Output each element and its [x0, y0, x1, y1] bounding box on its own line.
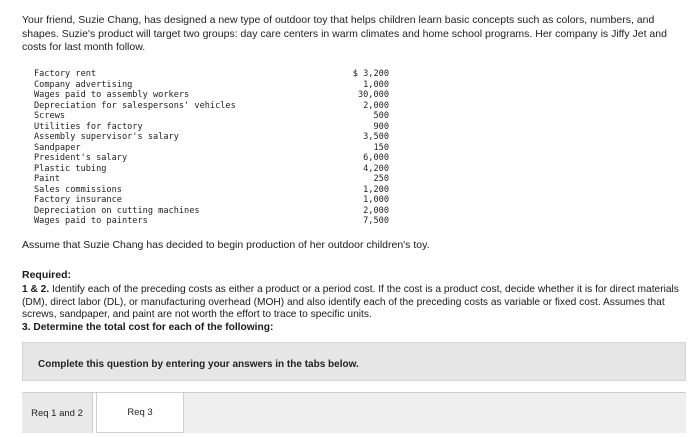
cost-label: Assembly supervisor's salary [34, 132, 179, 142]
cost-row [34, 111, 389, 122]
requirement-1-2-number: 1 & 2. [22, 284, 50, 295]
cost-amount: $ 3,200 [352, 69, 389, 79]
cost-row [34, 122, 389, 133]
tab-req-1-and-2[interactable]: Req 1 and 2 [22, 393, 93, 433]
cost-label: Company advertising [34, 79, 133, 90]
cost-amount: 1,000 [363, 195, 389, 205]
cost-amount: 6,000 [363, 153, 389, 163]
requirement-3-text: Determine the total cost for each of the following: [33, 322, 274, 333]
tab-strip-background [184, 393, 686, 433]
requirement-3-number: 3. [22, 322, 31, 333]
cost-row [34, 69, 389, 80]
assumption-text: Assume that Suzie Chang has decided to begin production of her outdoor children's toy. [22, 239, 430, 251]
cost-label: Utilities for factory [34, 121, 143, 132]
cost-amount: 1,000 [363, 79, 389, 90]
cost-row [34, 80, 389, 91]
cost-label: Wages paid to painters [34, 216, 148, 226]
cost-row [34, 153, 389, 164]
cost-label: Factory rent [34, 69, 97, 79]
cost-amount: 4,200 [363, 163, 389, 174]
cost-label: Plastic tubing [34, 163, 107, 174]
cost-row [34, 101, 389, 112]
cost-label: Wages paid to assembly workers [34, 90, 190, 100]
cost-amount: 7,500 [363, 216, 389, 226]
cost-label: Screws [34, 111, 66, 121]
cost-amount: 2,000 [363, 205, 389, 216]
cost-label: Depreciation for salespersons' vehicles [34, 100, 236, 111]
cost-row [34, 143, 389, 154]
cost-label: Sales commissions [34, 184, 122, 195]
cost-amount: 30,000 [357, 90, 389, 100]
cost-row [34, 164, 389, 175]
cost-row [34, 185, 389, 196]
cost-amount: 1,200 [363, 184, 389, 195]
instruction-text: Complete this question by entering your answers in the tabs below. [38, 359, 359, 370]
cost-row [34, 206, 389, 217]
cost-list [34, 69, 389, 227]
cost-row [34, 174, 389, 185]
cost-label: Paint [34, 174, 60, 184]
cost-amount: 2,000 [363, 100, 389, 111]
cost-label: Factory insurance [34, 195, 122, 205]
tab-req-3[interactable]: Req 3 [96, 393, 184, 433]
cost-amount: 3,500 [363, 132, 389, 142]
cost-row [34, 90, 389, 101]
cost-amount: 150 [373, 142, 389, 153]
cost-label: Depreciation on cutting machines [34, 205, 200, 216]
cost-row [34, 195, 389, 206]
requirement-1-2 [22, 284, 687, 322]
instruction-panel [22, 342, 686, 381]
problem-intro: Your friend, Suzie Chang, has designed a new type of outdoor toy that helps children learn basic concepts such as colors, numbers, and shapes. Suzie's product will target two groups: day care centers in warm climates and home school programs. Her company is Jiffy Jet and costs for last month follow. [22, 14, 667, 53]
cost-amount: 250 [373, 174, 389, 184]
requirement-3 [22, 322, 687, 335]
cost-row [34, 216, 389, 227]
cost-label: Sandpaper [34, 142, 81, 153]
cost-row [34, 132, 389, 143]
cost-amount: 500 [373, 111, 389, 121]
cost-label: President's salary [34, 153, 128, 163]
required-heading: Required: [22, 269, 72, 281]
cost-amount: 900 [373, 121, 389, 132]
requirement-tabs [22, 392, 686, 437]
requirement-1-2-text: Identify each of the preceding costs as either a product or a period cost. If the cost is a product cost, decide whether it is for direct materials (DM), direct labor (DL), or manufacturing overhead (MOH) and also identify each of the preceding costs as variable or fixed cost. Assumes that screws, sandpaper, and paint are not worth the effort to trace to specific units. [22, 284, 679, 320]
